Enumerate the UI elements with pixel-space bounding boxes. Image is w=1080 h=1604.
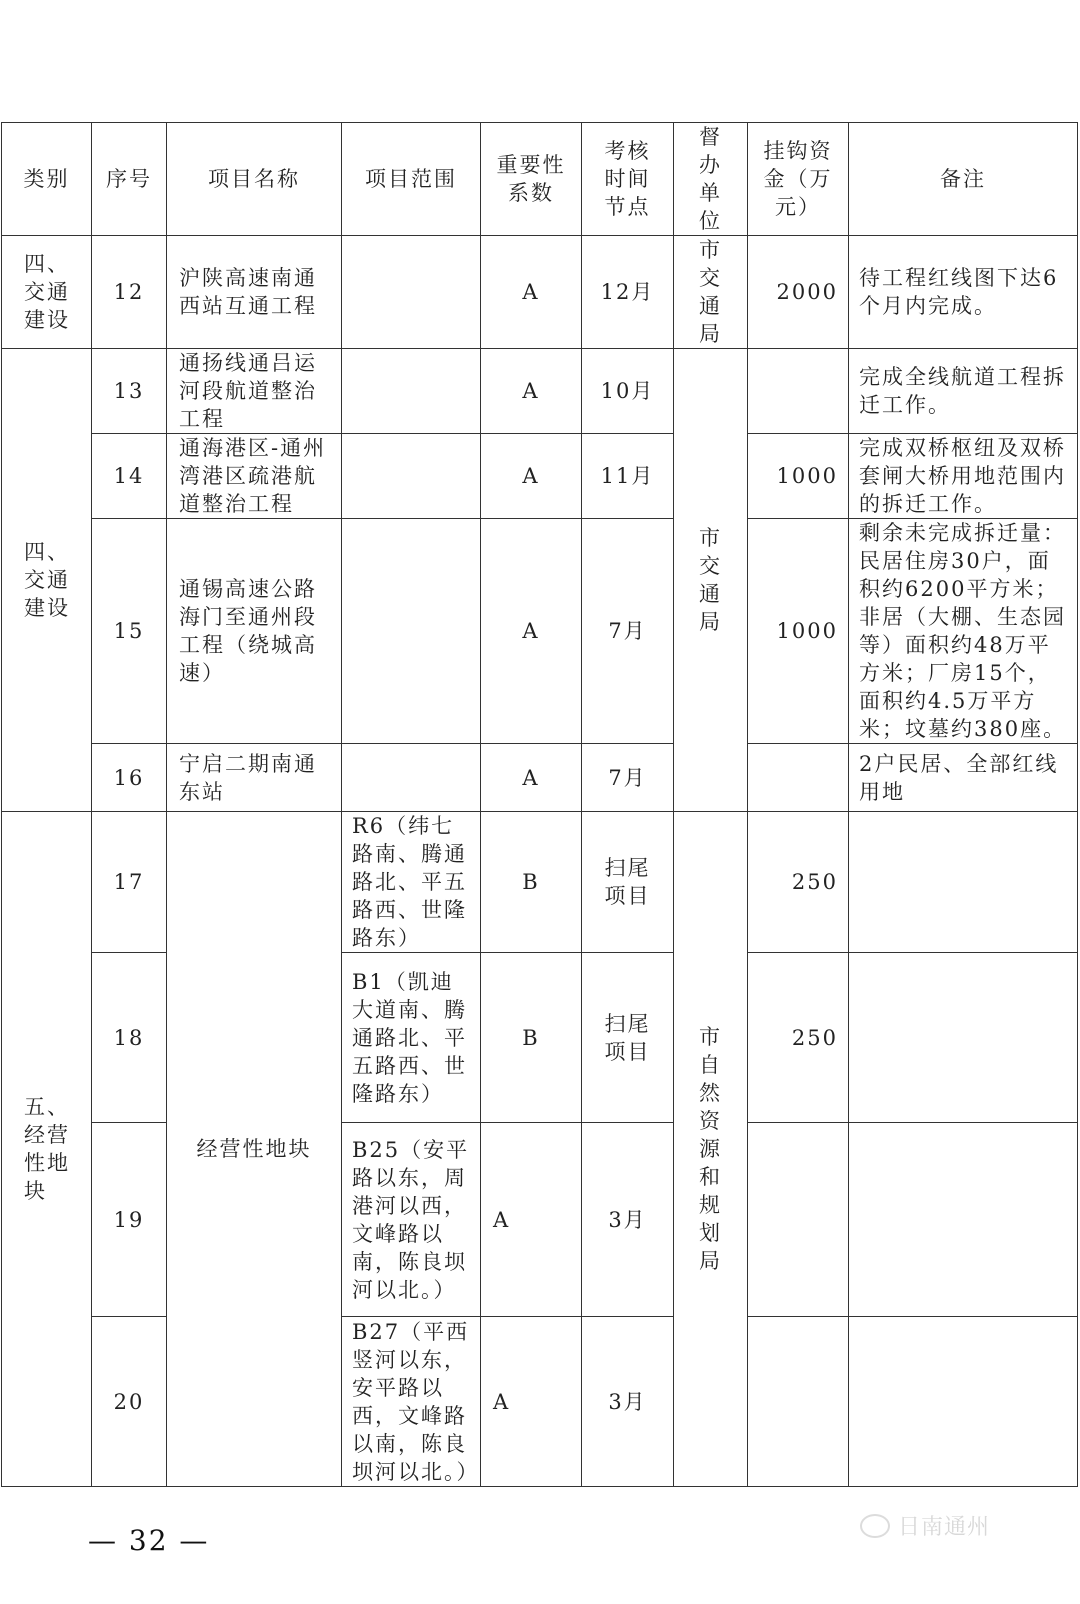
project-scope bbox=[342, 744, 481, 812]
funds-value bbox=[748, 1123, 849, 1317]
project-scope: B1（凯迪大道南、腾通路北、平五路西、世隆路东） bbox=[342, 953, 481, 1123]
row-number: 13 bbox=[92, 349, 167, 434]
table-row bbox=[2, 812, 1078, 953]
category-cell: 四、交通建设 bbox=[2, 349, 92, 812]
deadline-value: 11月 bbox=[582, 434, 674, 519]
project-scope: B25（安平路以东，周港河以西，文峰路以南，陈良坝河以北。） bbox=[342, 1123, 481, 1317]
project-scope: R6（纬七路南、腾通路北、平五路西、世隆路东） bbox=[342, 812, 481, 953]
project-scope bbox=[342, 236, 481, 349]
remark-cell: 待工程红线图下达6个月内完成。 bbox=[849, 236, 1078, 349]
row-number: 19 bbox=[92, 1123, 167, 1317]
row-number: 14 bbox=[92, 434, 167, 519]
importance-value: A bbox=[481, 236, 582, 349]
deadline-value: 3月 bbox=[582, 1123, 674, 1317]
row-number: 20 bbox=[92, 1317, 167, 1487]
project-scope: B27（平西竖河以东，安平路以西，文峰路以南，陈良坝河以北。） bbox=[342, 1317, 481, 1487]
funds-value: 1000 bbox=[748, 519, 849, 744]
remark-cell bbox=[849, 812, 1078, 953]
remark-cell: 完成全线航道工程拆迁工作。 bbox=[849, 349, 1078, 434]
header-deadline: 考核时间节点 bbox=[582, 123, 674, 236]
project-name: 通海港区-通州湾港区疏港航道整治工程 bbox=[167, 434, 342, 519]
importance-value: A bbox=[481, 349, 582, 434]
header-funds: 挂钩资金（万元） bbox=[748, 123, 849, 236]
project-scope bbox=[342, 519, 481, 744]
table-row bbox=[2, 434, 1078, 519]
table-header-row bbox=[2, 123, 1078, 236]
table-row bbox=[2, 1123, 1078, 1317]
funds-value bbox=[748, 744, 849, 812]
project-name: 沪陕高速南通西站互通工程 bbox=[167, 236, 342, 349]
project-name: 通锡高速公路海门至通州段工程（绕城高速） bbox=[167, 519, 342, 744]
funds-value bbox=[748, 1317, 849, 1487]
remark-cell: 2户民居、全部红线用地 bbox=[849, 744, 1078, 812]
header-project-name: 项目名称 bbox=[167, 123, 342, 236]
importance-value: B bbox=[481, 812, 582, 953]
table-row bbox=[2, 1317, 1078, 1487]
remark-cell bbox=[849, 953, 1078, 1123]
agency-cell: 市自然资源和规划局 bbox=[674, 812, 748, 1487]
agency-cell: 市交通局 bbox=[674, 236, 748, 349]
deadline-value: 10月 bbox=[582, 349, 674, 434]
project-scope bbox=[342, 434, 481, 519]
funds-value: 1000 bbox=[748, 434, 849, 519]
importance-value: B bbox=[481, 953, 582, 1123]
table-row bbox=[2, 519, 1078, 744]
deadline-value: 7月 bbox=[582, 744, 674, 812]
importance-value: A bbox=[481, 519, 582, 744]
funds-value: 250 bbox=[748, 812, 849, 953]
table-row bbox=[2, 349, 1078, 434]
remark-cell bbox=[849, 1317, 1078, 1487]
importance-value: A bbox=[481, 1123, 582, 1317]
project-scope bbox=[342, 349, 481, 434]
agency-cell: 市交通局 bbox=[674, 349, 748, 812]
remark-cell bbox=[849, 1123, 1078, 1317]
remark-cell: 完成双桥枢纽及双桥套闸大桥用地范围内的拆迁工作。 bbox=[849, 434, 1078, 519]
remark-cell: 剩余未完成拆迁量：民居住房30户，面积约6200平方米；非居（大棚、生态园等）面积约48万平方米；厂房15个，面积约4.5万平方米；坟墓约380座。 bbox=[849, 519, 1078, 744]
importance-value: A bbox=[481, 434, 582, 519]
deadline-value: 扫尾项目 bbox=[582, 953, 674, 1123]
category-cell: 四、交通建设 bbox=[2, 236, 92, 349]
table-row bbox=[2, 744, 1078, 812]
funds-value: 250 bbox=[748, 953, 849, 1123]
row-number: 17 bbox=[92, 812, 167, 953]
deadline-value: 扫尾项目 bbox=[582, 812, 674, 953]
header-remark: 备注 bbox=[849, 123, 1078, 236]
category-cell: 五、经营性地块 bbox=[2, 812, 92, 1487]
watermark bbox=[860, 1510, 990, 1541]
deadline-value: 12月 bbox=[582, 236, 674, 349]
project-name: 宁启二期南通东站 bbox=[167, 744, 342, 812]
row-number: 18 bbox=[92, 953, 167, 1123]
project-name: 通扬线通吕运河段航道整治工程 bbox=[167, 349, 342, 434]
importance-value: A bbox=[481, 1317, 582, 1487]
project-table bbox=[1, 122, 1078, 1487]
page-number: — 32 — bbox=[88, 1524, 210, 1557]
row-number: 12 bbox=[92, 236, 167, 349]
watermark-text: 日南通州 bbox=[898, 1515, 991, 1540]
deadline-value: 3月 bbox=[582, 1317, 674, 1487]
land-project-name: 经营性地块 bbox=[167, 812, 342, 1487]
funds-value bbox=[748, 349, 849, 434]
header-project-scope: 项目范围 bbox=[342, 123, 481, 236]
header-importance: 重要性系数 bbox=[481, 123, 582, 236]
funds-value: 2000 bbox=[748, 236, 849, 349]
header-number: 序号 bbox=[92, 123, 167, 236]
wechat-icon bbox=[860, 1514, 890, 1538]
header-agency: 督办单位 bbox=[674, 123, 748, 236]
row-number: 15 bbox=[92, 519, 167, 744]
table-row bbox=[2, 953, 1078, 1123]
table-row bbox=[2, 236, 1078, 349]
row-number: 16 bbox=[92, 744, 167, 812]
importance-value: A bbox=[481, 744, 582, 812]
header-category: 类别 bbox=[2, 123, 92, 236]
deadline-value: 7月 bbox=[582, 519, 674, 744]
